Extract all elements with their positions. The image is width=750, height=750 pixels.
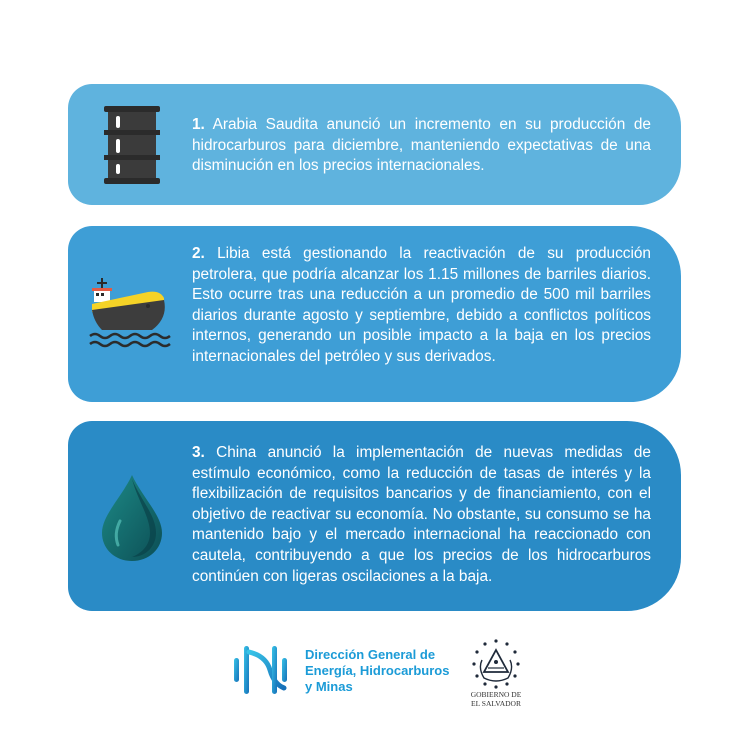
card-text: [192, 115, 651, 177]
oil-tanker-ship-icon: [88, 274, 172, 352]
card-number: 2.: [192, 245, 205, 262]
card-number: 1.: [192, 116, 205, 133]
oil-drop-icon: [98, 473, 166, 563]
government-seal-icon: [470, 638, 522, 690]
info-card-1: [68, 84, 681, 205]
government-name-line: EL SALVADOR: [471, 699, 521, 708]
oil-barrel-icon: [104, 106, 160, 184]
card-body: Libia está gestionando la reactivación de su producción petrolera, que podría alcanzar los 1.15 millones de barriles diarios. Esto ocurre tras una reducción a un promedio de 500 mil barriles diarios durante agosto y septiembre, debido a conflictos políticos internos, generando un posible impacto a la baja en los precios internacionales del petróleo y sus derivados.: [192, 245, 651, 365]
card-body: Arabia Saudita anunció un incremento en su producción de hidrocarburos para diciembre, manteniendo expectativas de una disminución en los precios internacionales.: [192, 116, 651, 175]
org-name: [305, 647, 449, 695]
card-body: China anunció la implementación de nuevas medidas de estímulo económico, como la reducción de tasas de interés y la flexibilización de requisitos bancarios y de financiamiento, con el objetivo de reactivar su economía. No obstante, su consumo se ha mantenido bajo y el mercado internacional ha reaccionado con cautela, contribuyendo a que los precios de los hidrocarburos continúen con ligeras oscilaciones a la baja.: [192, 444, 651, 585]
card-text: [192, 244, 651, 368]
card-text: [192, 443, 651, 587]
government-name: [460, 690, 532, 708]
info-card-3: [68, 421, 681, 611]
dgehm-logo-icon: [232, 640, 290, 700]
org-name-line: Dirección General de: [305, 647, 436, 662]
card-number: 3.: [192, 444, 205, 461]
org-name-line: y Minas: [305, 679, 353, 694]
org-name-line: Energía, Hidrocarburos: [305, 663, 450, 678]
info-card-2: [68, 226, 681, 402]
government-name-line: GOBIERNO DE: [470, 690, 522, 699]
